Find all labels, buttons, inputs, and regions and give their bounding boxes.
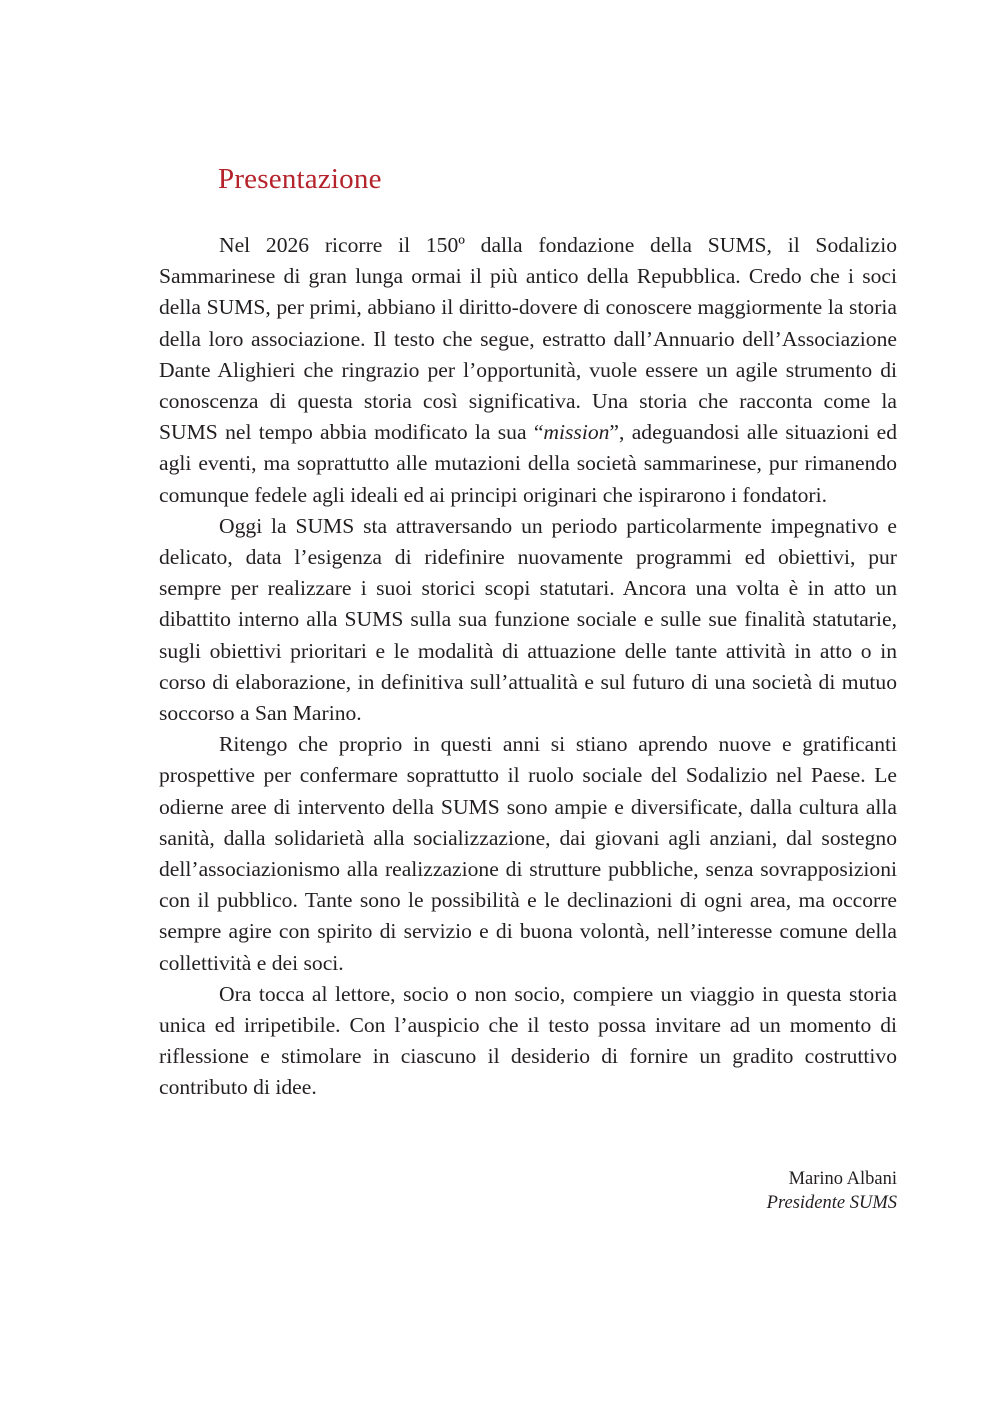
paragraph-1-text: Nel 2026 ricorre il 150º dalla fondazione della SUMS, il Sodalizio Sammarinese di gran lunga ormai il più antico della Repubblica. Credo che i soci della SUMS, per primi, abbiano il diritto-dovere di conoscere maggiormente la storia della loro associazione. Il testo che segue, estratto dall’Annuario dell’Associazione Dante Alighieri che ringrazio per l’opportunità, vuole essere un agile strumento di conoscenza di questa storia così significativa. Una storia che racconta come la SUMS nel tempo abbia modificato la sua “ bbox=[159, 233, 897, 445]
signature-name: Marino Albani bbox=[788, 1169, 897, 1189]
signature-role: Presidente SUMS bbox=[766, 1193, 897, 1213]
page-title: Presentazione bbox=[218, 163, 382, 195]
mission-word: mission bbox=[543, 420, 610, 445]
paragraph-2: Oggi la SUMS sta attraversando un periodo particolarmente impegnativo e delicato, data l’esigenza di ridefinire nuovamente programmi ed obiettivi, pur sempre per realizzare i suoi storici scopi statutari. Ancora una volta è in atto un dibattito interno alla SUMS sulla sua funzione sociale e sulle sue finalità statutarie, sugli obiettivi prioritari e le modalità di attuazione delle tante attività in atto o in corso di elaborazione, in definitiva sull’attualità e sul futuro di una società di mutuo soccorso a San Marino. bbox=[159, 513, 897, 726]
body-text bbox=[159, 230, 897, 1104]
paragraph-3: Ritengo che proprio in questi anni si stiano aprendo nuove e gratificanti prospettive per confermare soprattutto il ruolo sociale del Sodalizio nel Paese. Le odierne aree di intervento della SUMS sono ampie e diversificate, dalla cultura alla sanità, dalla solidarietà alla socializzazione, dai giovani agli anziani, dal sostegno dell’associazionismo alla realizzazione di strutture pubbliche, senza sovrapposizioni con il pubblico. Tante sono le possibilità e le declinazioni di ogni area, ma occorre sempre agire con spirito di servizio e di buona volontà, nell’interesse comune della collettività e dei soci. bbox=[159, 732, 897, 975]
signature bbox=[767, 1167, 897, 1215]
paragraph-1 bbox=[159, 230, 897, 511]
paragraph-4: Ora tocca al lettore, socio o non socio, compiere un viaggio in questa storia unica ed irripetibile. Con l’auspicio che il testo possa invitare ad un momento di riflessione e stimolare in ciascuno il desiderio di fornire un gradito costruttivo contributo di idee. bbox=[159, 981, 897, 1100]
paragraph-1-tail: ”, adeguandosi alle situazioni ed agli eventi, ma soprattutto alle mutazioni della società sammarinese, pur rimanendo comunque fedele agli ideali ed ai principi originari che ispirarono i fondatori. bbox=[159, 420, 897, 507]
